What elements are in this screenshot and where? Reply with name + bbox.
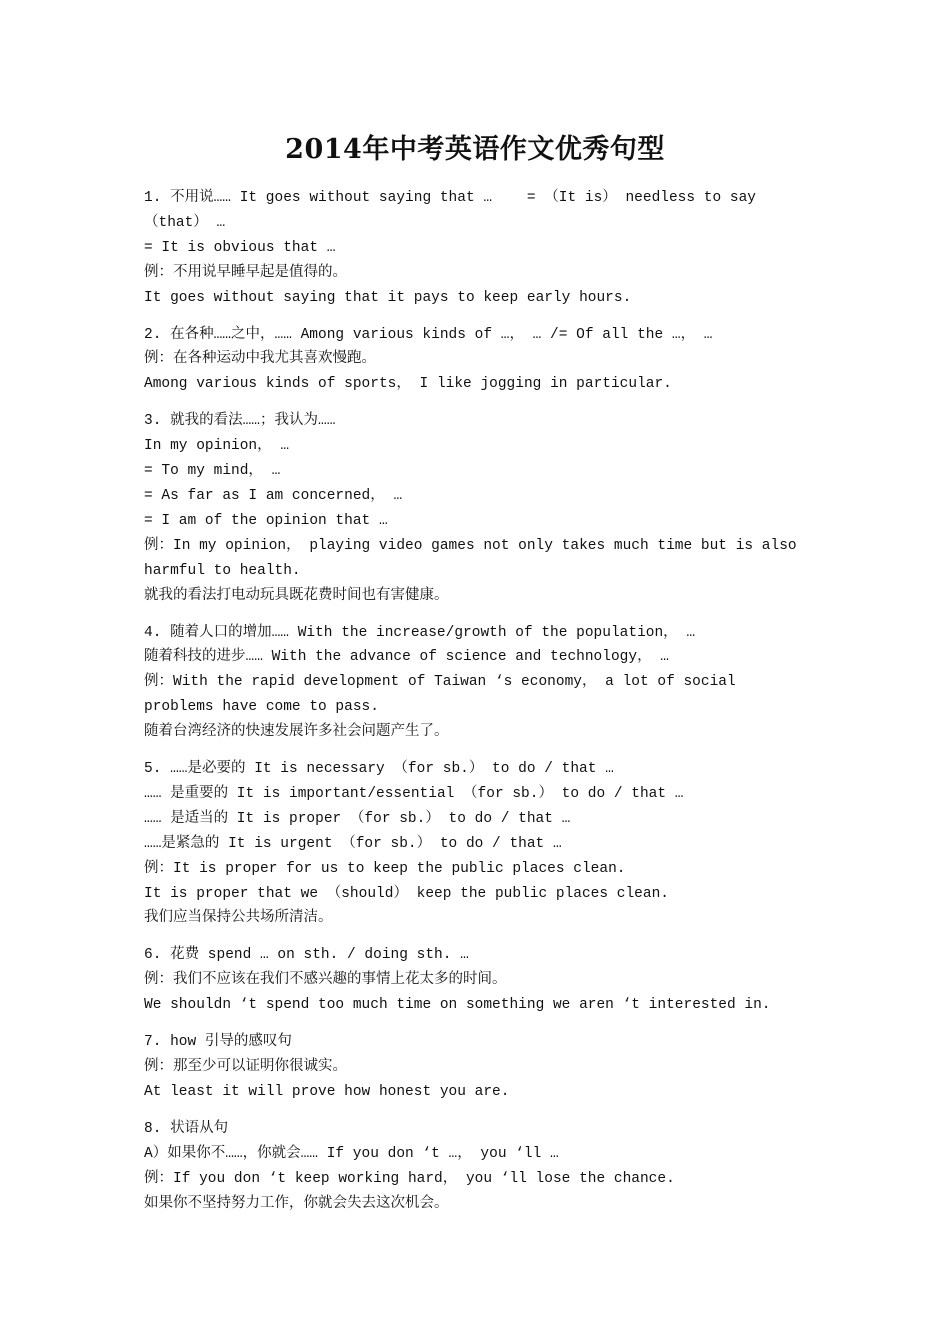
text-line: 我们应当保持公共场所清洁。 <box>144 910 333 927</box>
text-line: = I am of the opinion that … <box>144 512 388 529</box>
section-2 <box>144 323 808 398</box>
text-line: = To my mind， … <box>144 463 281 480</box>
text-line: …… 是重要的 It is important/essential （for sb.） to do / that … <box>144 785 684 802</box>
section-1 <box>144 186 808 311</box>
text-line: 6. 花费 spend … on sth. / doing sth. … <box>144 947 469 964</box>
text-line: 就我的看法打电动玩具既花费时间也有害健康。 <box>144 587 449 604</box>
text-line: 例：With the rapid development of Taiwan ‘s economy， a lot of social problems have come to pass. <box>144 674 745 716</box>
text-line: 2. 在各种……之中，…… Among various kinds of …， … /= Of all the …， … <box>144 326 713 343</box>
section-8 <box>144 1117 808 1217</box>
text-line: A）如果你不……，你就会…… If you don ‘t …， you ‘ll … <box>144 1145 559 1162</box>
section-7 <box>144 1030 808 1105</box>
section-3 <box>144 409 808 608</box>
text-line: 如果你不坚持努力工作，你就会失去这次机会。 <box>144 1195 449 1212</box>
text-line: 5. ……是必要的 It is necessary （for sb.） to do / that … <box>144 761 614 778</box>
page-title: 2014年中考英语作文优秀句型 <box>285 134 665 165</box>
text-line: 例：If you don ‘t keep working hard， you ‘ll lose the chance. <box>144 1170 675 1187</box>
text-line: = It is obvious that … <box>144 239 336 256</box>
text-line: It is proper that we （should） keep the public places clean. <box>144 885 669 902</box>
section-5 <box>144 757 808 931</box>
text-line: 随着科技的进步…… With the advance of science and technology， … <box>144 649 669 666</box>
text-line: 8. 状语从句 <box>144 1120 229 1137</box>
text-line: It goes without saying that it pays to keep early hours. <box>144 289 632 306</box>
text-line: 随着台湾经济的快速发展许多社会问题产生了。 <box>144 724 449 741</box>
text-line: 3. 就我的看法……；我认为…… <box>144 413 336 430</box>
text-line: 1. 不用说…… It goes without saying that … = （It is） needless to say （that） … <box>144 190 765 231</box>
text-line: We shouldn ‘t spend too much time on something we aren ‘t interested in. <box>144 997 771 1014</box>
document-body <box>144 186 808 1228</box>
text-line: ……是紧急的 It is urgent （for sb.） to do / that … <box>144 835 562 852</box>
text-line: In my opinion， … <box>144 438 290 455</box>
text-line: 例：我们不应该在我们不感兴趣的事情上花太多的时间。 <box>144 972 507 989</box>
text-line: Among various kinds of sports， I like jogging in particular. <box>144 376 672 393</box>
text-line: 例：不用说早睡早起是值得的。 <box>144 264 347 281</box>
text-line: 例：那至少可以证明你很诚实。 <box>144 1059 347 1075</box>
text-line: 4. 随着人口的增加…… With the increase/growth of the population， … <box>144 624 696 641</box>
text-line: 例：In my opinion， playing video games not only takes much time but is also harmful to health. <box>144 537 806 579</box>
text-line: …… 是适当的 It is proper （for sb.） to do / that … <box>144 810 571 827</box>
text-line: = As far as I am concerned， … <box>144 487 403 504</box>
text-line: 7. how 引导的感叹句 <box>144 1034 292 1051</box>
text-line: 例：It is proper for us to keep the public places clean. <box>144 860 626 877</box>
section-4 <box>144 621 808 746</box>
text-line: 例：在各种运动中我尤其喜欢慢跑。 <box>144 351 376 368</box>
section-6 <box>144 943 808 1018</box>
text-line: At least it will prove how honest you are. <box>144 1083 510 1100</box>
